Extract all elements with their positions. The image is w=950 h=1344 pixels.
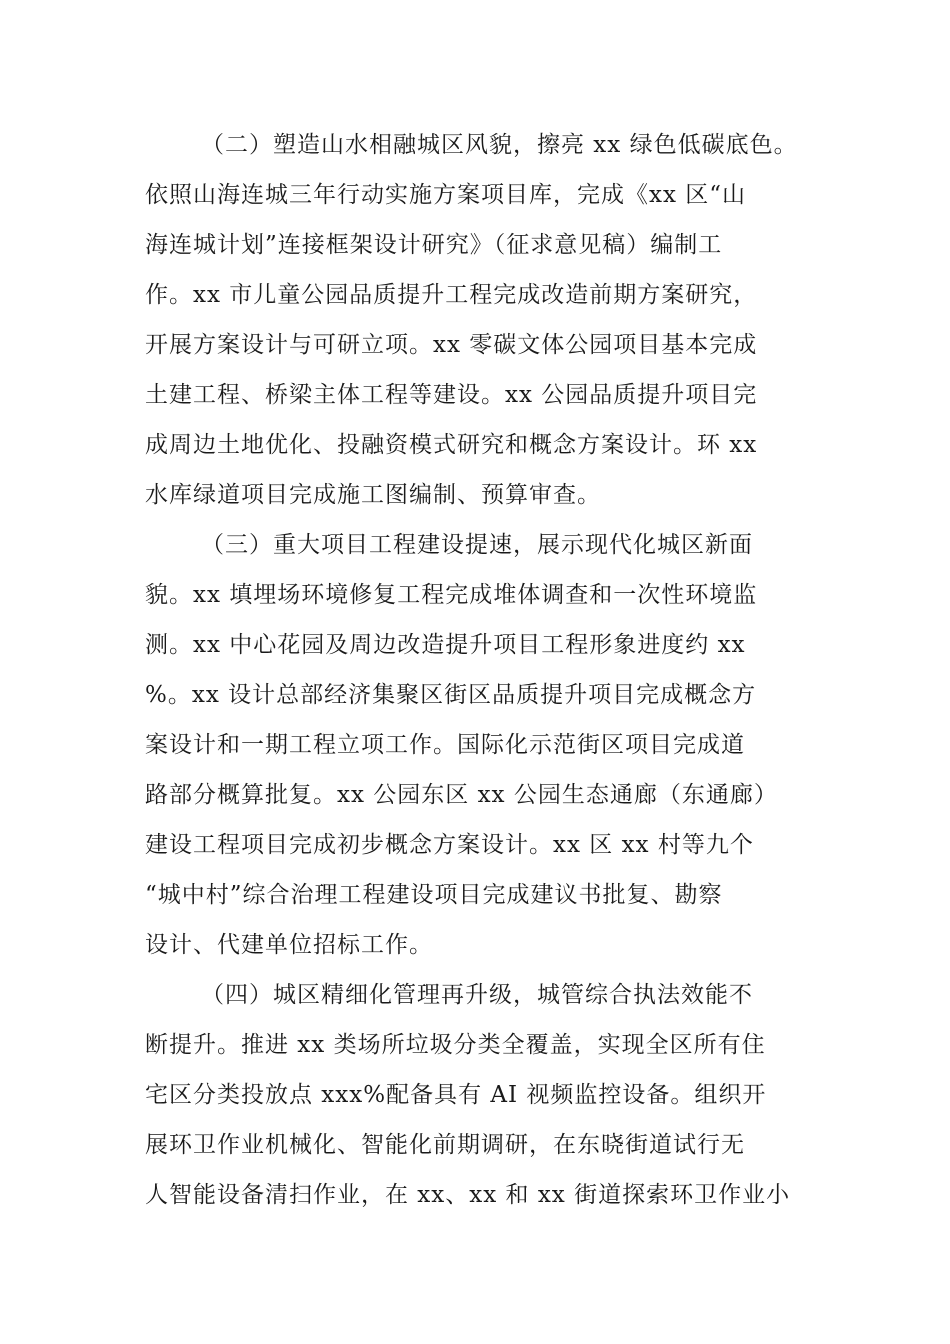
paragraph-4-line-1: （四）城区精细化管理再升级，城管综合执法效能不: [201, 982, 753, 1008]
paragraph-2-line-2: 依照山海连城三年行动实施方案项目库，完成《xx 区“山: [145, 182, 747, 208]
paragraph-2-line-1: （二）塑造山水相融城区风貌，擦亮 xx 绿色低碳底色。: [201, 132, 798, 158]
paragraph-3-line-1: （三）重大项目工程建设提速，展示现代化城区新面: [201, 532, 753, 558]
document-body: [145, 120, 815, 1220]
paragraph-2-line-8: 水库绿道项目完成施工图编制、预算审查。: [145, 482, 601, 508]
paragraph-3-line-7: 建设工程项目完成初步概念方案设计。xx 区 xx 村等九个: [145, 832, 754, 858]
paragraph-4-line-4: 展环卫作业机械化、智能化前期调研，在东晓街道试行无: [145, 1132, 745, 1158]
paragraph-4-line-2: 断提升。推进 xx 类场所垃圾分类全覆盖，实现全区所有住: [145, 1032, 766, 1058]
paragraph-4-line-5: 人智能设备清扫作业，在 xx、xx 和 xx 街道探索环卫作业小: [145, 1182, 791, 1208]
paragraph-2-line-4: 作。xx 市儿童公园品质提升工程完成改造前期方案研究，: [145, 282, 758, 308]
paragraph-3-line-6: 路部分概算批复。xx 公园东区 xx 公园生态通廊（东通廊）: [145, 782, 778, 808]
paragraph-3-line-4: %。xx 设计总部经济集聚区街区品质提升项目完成概念方: [145, 682, 757, 708]
paragraph-3-line-9: 设计、代建单位招标工作。: [145, 932, 433, 958]
paragraph-2-line-5: 开展方案设计与可研立项。xx 零碳文体公园项目基本完成: [145, 332, 758, 358]
paragraph-2-line-7: 成周边土地优化、投融资模式研究和概念方案设计。环 xx: [145, 432, 758, 458]
paragraph-2-line-6: 土建工程、桥梁主体工程等建设。xx 公园品质提升项目完: [145, 382, 758, 408]
paragraph-3-line-3: 测。xx 中心花园及周边改造提升项目工程形象进度约 xx: [145, 632, 746, 658]
paragraph-3-line-5: 案设计和一期工程立项工作。国际化示范街区项目完成道: [145, 732, 745, 758]
paragraph-2-line-3: 海连城计划”连接框架设计研究》（征求意见稿）编制工: [145, 232, 723, 258]
paragraph-3-line-2: 貌。xx 填埋场环境修复工程完成堆体调查和一次性环境监: [145, 582, 758, 608]
paragraph-4-line-3: 宅区分类投放点 xxx%配备具有 AI 视频监控设备。组织开: [145, 1082, 767, 1108]
paragraph-3-line-8: “城中村”综合治理工程建设项目完成建议书批复、勘察: [145, 882, 723, 908]
